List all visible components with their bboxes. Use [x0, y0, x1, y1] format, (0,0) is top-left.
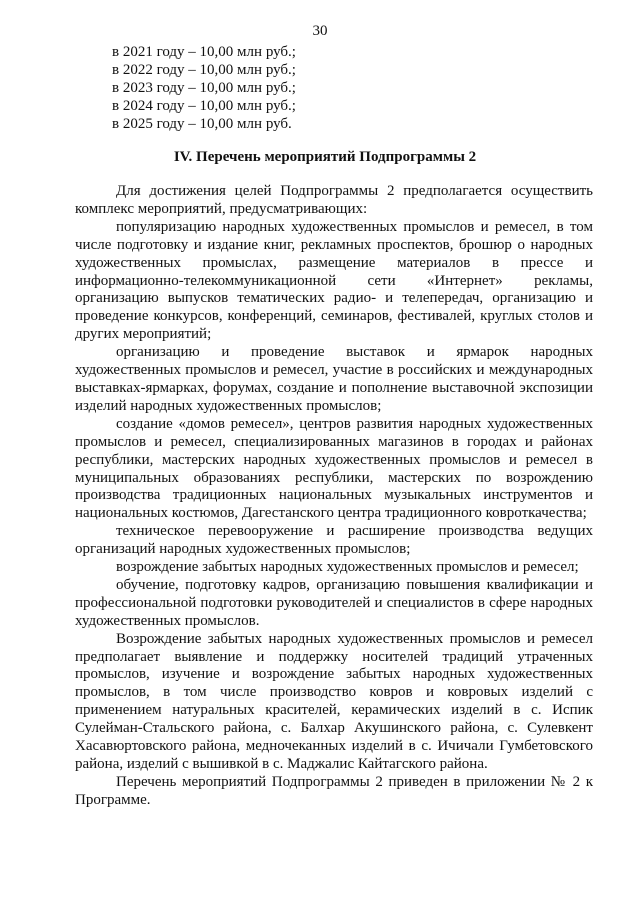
- funding-line-2021: в 2021 году – 10,00 млн руб.;: [112, 44, 296, 60]
- paragraph-craft-houses: создание «домов ремесел», центров развития народных художественных промыслов и ремесел, специализированных магазинов в городах и районах республики, мастерских народных художественных промыслов и ремесел в муниципальных образованиях республики, мастерских по возрождению производства традиционных национальных музыкальных инструментов и национальных костюмов, Дагестанского центра традиционного ковроткачества;: [75, 415, 593, 522]
- paragraph-intro: Для достижения целей Подпрограммы 2 предполагается осуществить комплекс мероприятий, предусматривающих:: [75, 183, 593, 217]
- section-title: IV. Перечень мероприятий Подпрограммы 2: [173, 149, 477, 165]
- funding-line-2024: в 2024 году – 10,00 млн руб.;: [112, 97, 296, 114]
- funding-list: [112, 44, 412, 134]
- paragraph-popularization: популяризацию народных художественных промыслов и ремесел, в том числе подготовку и издание книг, рекламных проспектов, брошюр о народных художественных промыслах, размещение материалов в прессе и информационно-телекоммуникационной сети «Интернет» рекламы, организацию выпусков тематических радио- и телепередач, организацию и проведение конкурсов, конференций, семинаров, фестивалей, круглых столов и других мероприятий;: [75, 218, 593, 343]
- paragraph-appendix-reference: Перечень мероприятий Подпрограммы 2 приведен в приложении № 2 к Программе.: [75, 773, 593, 808]
- page-number: 30: [312, 23, 328, 39]
- paragraph-re-equipment: техническое перевооружение и расширение производства ведущих организаций народных художественных промыслов;: [75, 523, 593, 558]
- body-text: [75, 183, 593, 810]
- paragraph-exhibitions: организацию и проведение выставок и ярмарок народных художественных промыслов и ремесел, участие в российских и международных выставках-ярмарках, форумах, создание и пополнение выставочной экспозиции изделий народных художественных промыслов;: [75, 344, 593, 414]
- funding-line-2025: в 2025 году – 10,00 млн руб.: [112, 115, 292, 132]
- funding-line-2023: в 2023 году – 10,00 млн руб.;: [112, 79, 296, 96]
- paragraph-forgotten-crafts: Возрождение забытых народных художественных промыслов и ремесел предполагает выявление и поддержку носителей традиций утраченных промыслов, изучение и возрождение забытых народных художественных промыслов, в том числе производство ковров и ковровых изделий с применением натуральных красителей, керамических изделий в с. Испик Сулейман-Стальского района, с. Балхар Акушинского района, с. Сулевкент Хасавюртовского района, медночеканных изделий в с. Ичичали Гумбетовского района, изделий с вышивкой в с. Маджалис Кайтагского района.: [75, 630, 593, 772]
- paragraph-training: обучение, подготовку кадров, организацию повышения квалификации и профессиональной подготовки руководителей и специалистов в сфере народных художественных промыслов.: [75, 576, 593, 629]
- funding-line-2022: в 2022 году – 10,00 млн руб.;: [112, 61, 296, 78]
- paragraph-revival: возрождение забытых народных художественных промыслов и ремесел;: [116, 559, 579, 576]
